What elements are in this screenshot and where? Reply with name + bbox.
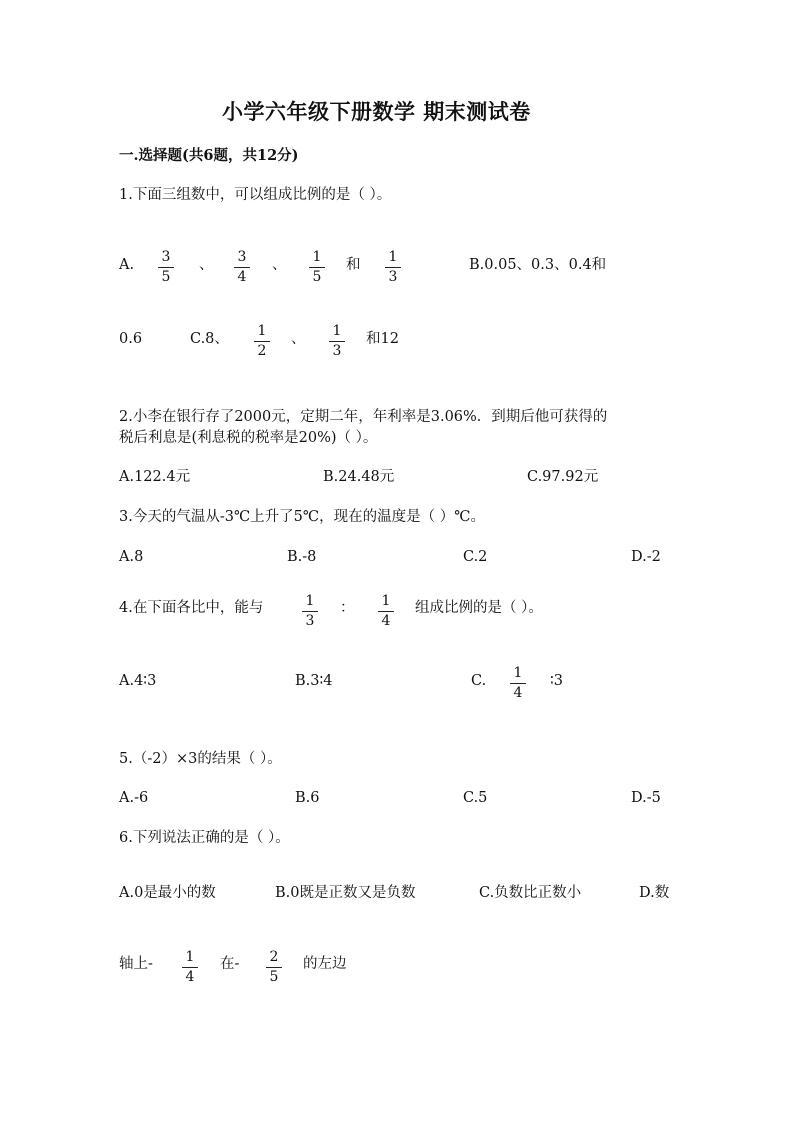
- q6-option-c: C.负数比正数小: [479, 885, 582, 901]
- q4-option-c-fraction: 1 4: [507, 666, 529, 702]
- q4-option-c-label: C.: [471, 673, 487, 689]
- q6-option-b: B.0既是正数又是负数: [275, 885, 416, 901]
- q1-a-fraction-2: 3 4: [231, 250, 253, 286]
- q6-option-d-continued-start: 轴上-: [119, 956, 153, 972]
- q4-stem-end: 组成比例的是（ ）。: [415, 600, 543, 616]
- q4-option-c-tail: ∶3: [550, 673, 563, 689]
- q5-option-b: B.6: [295, 790, 320, 806]
- q6-d-fraction-a: 1 4: [179, 950, 201, 986]
- q4-colon: ：: [340, 600, 355, 616]
- q1-option-b-continued: 0.6: [119, 331, 143, 347]
- q3-stem: 3.今天的气温从-3℃上升了5℃，现在的温度是（ ）℃。: [119, 509, 485, 525]
- q1-a-separator-1: 、: [199, 257, 214, 273]
- q6-stem: 6.下列说法正确的是（ ）。: [119, 830, 290, 846]
- q1-a-and: 和: [346, 257, 361, 273]
- q2-option-a: A.122.4元: [119, 469, 191, 485]
- q1-a-fraction-4: 1 3: [382, 250, 404, 286]
- q1-c-fraction-1: 1 2: [251, 324, 273, 360]
- q1-a-fraction-3: 1 5: [306, 250, 328, 286]
- q1-a-fraction-1: 3 5: [155, 250, 177, 286]
- q2-option-b: B.24.48元: [323, 469, 395, 485]
- q4-option-a: A.4∶3: [119, 673, 157, 689]
- q2-stem-line-2: 税后利息是(利息税的税率是20%)（ ）。: [119, 430, 378, 446]
- q1-option-c-label: C.8、: [190, 331, 229, 347]
- q1-a-separator-2: 、: [272, 257, 287, 273]
- page-title: 小学六年级下册数学 期末测试卷: [222, 99, 531, 124]
- q1-c-separator: 、: [291, 331, 306, 347]
- q5-option-a: A.-6: [119, 790, 149, 806]
- q2-option-c: C.97.92元: [527, 469, 599, 485]
- q1-stem: 1.下面三组数中，可以组成比例的是（ ）。: [119, 187, 392, 203]
- q5-stem: 5.（-2）×3的结果（ ）。: [119, 751, 282, 767]
- q2-stem-line-1: 2.小李在银行存了2000元，定期二年，年利率是3.06%．到期后他可获得的: [119, 409, 608, 425]
- q4-option-b: B.3∶4: [295, 673, 333, 689]
- q1-c-fraction-2: 1 3: [326, 324, 348, 360]
- q5-option-c: C.5: [463, 790, 488, 806]
- q6-d-middle: 在-: [220, 956, 240, 972]
- q4-fraction-b: 1 4: [375, 594, 397, 630]
- q3-option-d: D.-2: [631, 549, 661, 565]
- q6-option-a: A.0是最小的数: [119, 885, 216, 901]
- q3-option-c: C.2: [463, 549, 488, 565]
- q4-stem-start: 4.在下面各比中，能与: [119, 600, 264, 616]
- q6-d-fraction-b: 2 5: [263, 950, 285, 986]
- q5-option-d: D.-5: [631, 790, 661, 806]
- q3-option-a: A.8: [119, 549, 144, 565]
- q3-option-b: B.-8: [287, 549, 317, 565]
- q6-option-d: D.数: [639, 885, 670, 901]
- q1-option-b: B.0.05、0.3、0.4和: [469, 257, 607, 273]
- q1-option-a-label: A.: [119, 257, 135, 273]
- q6-d-end: 的左边: [303, 956, 347, 972]
- q1-c-tail: 和12: [366, 331, 399, 347]
- q4-fraction-a: 1 3: [299, 594, 321, 630]
- section-heading: 一.选择题(共6题，共12分): [119, 147, 299, 164]
